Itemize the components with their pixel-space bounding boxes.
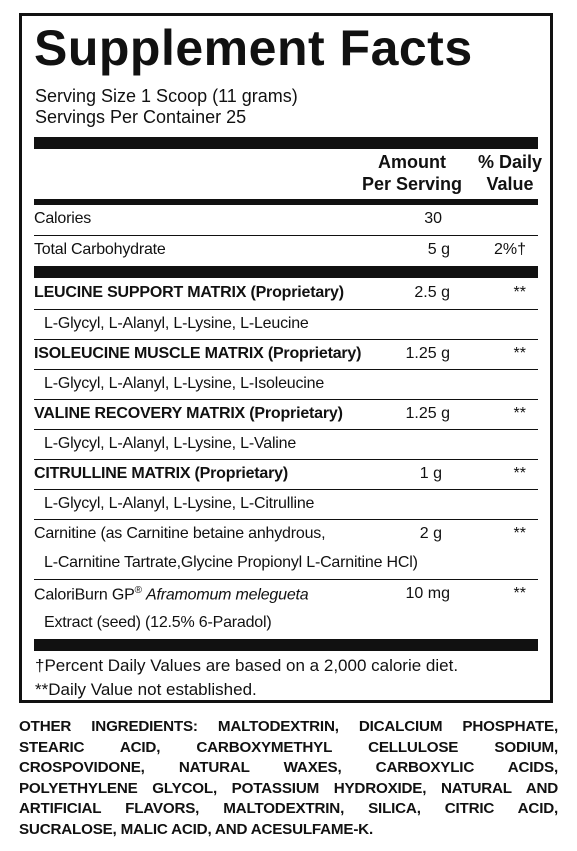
other-ingredients [19, 717, 558, 840]
other-ingredients-text: MALTODEXTRIN, DICALCIUM PHOSPHATE, STEARIC ACID, CARBOXYMETHYL CELLULOSE SODIUM, CROSPOVIDONE, NATURAL WAXES, CARBOXYLIC ACIDS, POLYETHYLENE GLYCOL, POTASSIUM HYDROXIDE, NATURAL AND ARTIFICIAL FLAVORS, MALTODEXTRIN, SILICA, CITRIC ACID, SUCRALOSE, MALIC ACID, AND ACESULFAME-K. [19, 718, 559, 838]
row-amount: 2 g [419, 525, 442, 542]
other-ingredients-label: OTHER INGREDIENTS: [19, 718, 198, 735]
ingredient-row-isoleucine [34, 339, 538, 370]
ingredient-subrow-leucine [34, 309, 538, 340]
row-label-italic: Aframomum melegueta [145, 586, 309, 604]
amount-header [356, 151, 468, 195]
nutrient-row-calories [34, 205, 538, 235]
serving-size: Serving Size 1 Scoop (11 grams) [35, 86, 298, 106]
row-label-rest: (Proprietary) [263, 345, 362, 362]
thick-divider-bottom [34, 639, 538, 651]
ingredient-subrow-isoleucine [34, 369, 538, 400]
row-daily-value: ** [513, 525, 526, 542]
ingredient-subrow-valine [34, 429, 538, 460]
row-amount: 1.25 g [405, 345, 450, 362]
dv-header-line2: Value [486, 174, 534, 194]
amount-header-line1: Amount [378, 152, 446, 172]
thick-divider-middle [34, 266, 538, 278]
ingredient-row-caloriburn [34, 579, 538, 610]
row-daily-value: ** [513, 405, 526, 422]
registered-mark: ® [134, 585, 142, 596]
row-label: Total Carbohydrate [34, 241, 166, 258]
ingredient-subrow-carnitine [34, 549, 538, 579]
row-daily-value: ** [513, 585, 526, 602]
ingredient-row-citrulline [34, 459, 538, 490]
row-label: Calories [34, 210, 92, 227]
thick-divider-top [34, 137, 538, 149]
supplement-facts-panel [19, 13, 553, 703]
row-amount: 2.5 g [414, 284, 450, 301]
row-label: L-Glycyl, L-Alanyl, L-Lysine, L-Isoleucine [44, 375, 325, 392]
row-label-rest: (Proprietary) [190, 465, 288, 482]
ingredient-row-valine [34, 399, 538, 430]
servings-per-container: Servings Per Container 25 [35, 107, 247, 127]
row-daily-value: ** [513, 465, 526, 482]
row-label-rest: (Proprietary) [245, 405, 343, 422]
row-label-rest: (Proprietary) [246, 284, 344, 301]
amount-header-line2: Per Serving [361, 174, 463, 194]
row-amount: 1 g [419, 465, 442, 482]
footnote-not-established: **Daily Value not established. [35, 680, 257, 699]
row-label-bold: LEUCINE SUPPORT MATRIX [34, 284, 247, 301]
row-label: L-Glycyl, L-Alanyl, L-Lysine, L-Valine [44, 435, 297, 452]
row-amount: 30 [424, 210, 442, 227]
row-label: CaloriBurn GP [34, 586, 135, 604]
row-daily-value: ** [513, 345, 526, 362]
row-daily-value: 2%† [493, 241, 526, 258]
dv-header-line1: % Daily [477, 152, 543, 172]
row-label: L-Carnitine Tartrate,Glycine Propionyl L-Carnitine HCl) [44, 554, 418, 571]
row-amount: 5 g [427, 241, 450, 258]
ingredient-subrow-citrulline [34, 489, 538, 520]
nutrient-row-carbohydrate [34, 235, 538, 266]
row-label: L-Glycyl, L-Alanyl, L-Lysine, L-Leucine [44, 315, 309, 332]
row-label: L-Glycyl, L-Alanyl, L-Lysine, L-Citrulline [44, 495, 315, 512]
panel-title: Supplement Facts [34, 20, 473, 76]
footnote-daily-values: †Percent Daily Values are based on a 2,000 calorie diet. [35, 656, 459, 675]
row-label-bold: ISOLEUCINE MUSCLE MATRIX [34, 345, 264, 362]
row-label: Extract (seed) (12.5% 6-Paradol) [44, 614, 272, 631]
row-label-bold: VALINE RECOVERY MATRIX [34, 405, 246, 422]
daily-value-header [470, 151, 550, 195]
row-amount: 10 mg [405, 585, 450, 602]
ingredient-row-carnitine [34, 519, 538, 550]
row-label: Carnitine (as Carnitine betaine anhydrous, [34, 525, 326, 542]
ingredient-subrow-caloriburn [34, 609, 538, 639]
row-label-bold: CITRULLINE MATRIX [34, 465, 191, 482]
row-amount: 1.25 g [405, 405, 450, 422]
row-daily-value: ** [513, 284, 526, 301]
ingredient-row-leucine [34, 279, 538, 309]
